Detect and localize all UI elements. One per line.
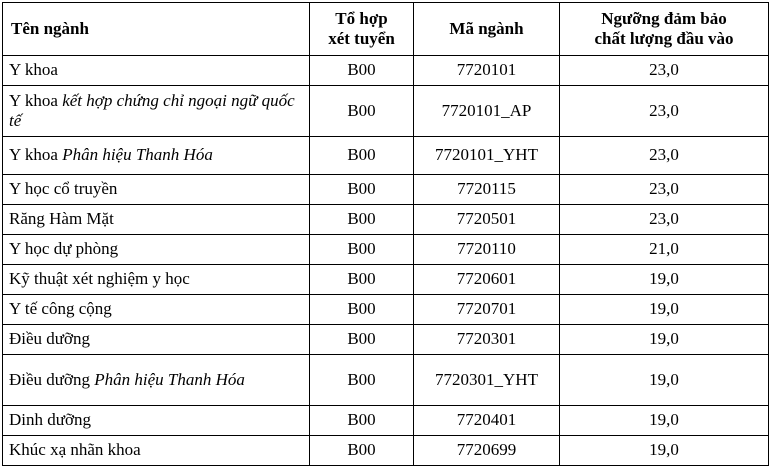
major-name-text: Kỹ thuật xét nghiệm y học	[9, 269, 190, 289]
cell-major-name	[3, 56, 310, 86]
cell-major-code: 7720301	[414, 325, 560, 355]
major-name-note: Phân hiệu Thanh Hóa	[62, 145, 213, 165]
cell-subject-group: B00	[310, 325, 414, 355]
cell-subject-group: B00	[310, 295, 414, 325]
table-row	[3, 295, 769, 325]
column-header-threshold-line1: Ngưỡng đảm bảo	[601, 8, 727, 28]
cell-major-code: 7720301_YHT	[414, 355, 560, 406]
cell-subject-group: B00	[310, 436, 414, 466]
cell-threshold-score: 19,0	[560, 406, 769, 436]
major-name-text: Răng Hàm Mặt	[9, 209, 114, 229]
cell-major-code: 7720101	[414, 56, 560, 86]
major-name-text: Y học dự phòng	[9, 239, 119, 259]
major-name-text: Khúc xạ nhãn khoa	[9, 440, 141, 460]
cell-threshold-score: 19,0	[560, 436, 769, 466]
major-name-text: Y khoa	[9, 60, 58, 80]
table-row	[3, 265, 769, 295]
cell-threshold-score: 23,0	[560, 56, 769, 86]
cell-major-name	[3, 436, 310, 466]
major-name-note: Phân hiệu Thanh Hóa	[94, 369, 245, 389]
major-name-text: Dinh dưỡng	[9, 410, 91, 430]
cell-threshold-score: 19,0	[560, 265, 769, 295]
cell-subject-group: B00	[310, 406, 414, 436]
cell-major-name	[3, 86, 310, 137]
cell-threshold-score: 21,0	[560, 235, 769, 265]
table-row	[3, 235, 769, 265]
cell-major-code: 7720699	[414, 436, 560, 466]
column-header-subject-group-line2: xét tuyển	[328, 29, 395, 48]
major-name-text: Y khoa	[9, 145, 63, 165]
table-body	[3, 56, 769, 466]
column-header-major-name: Tên ngành	[3, 3, 310, 56]
table-row	[3, 325, 769, 355]
cell-major-name	[3, 295, 310, 325]
cell-major-name	[3, 355, 310, 406]
cell-subject-group: B00	[310, 205, 414, 235]
major-name-text: Y học cổ truyền	[9, 179, 118, 199]
major-name-note: kết hợp chứng chỉ ngoại ngữ quốc tế	[9, 90, 295, 130]
column-header-subject-group	[310, 3, 414, 56]
cell-threshold-score: 23,0	[560, 137, 769, 175]
column-header-threshold	[560, 3, 769, 56]
cell-major-name	[3, 205, 310, 235]
table-row	[3, 137, 769, 175]
admission-threshold-table	[2, 2, 769, 466]
major-name-text: Y khoa	[9, 90, 63, 110]
table-row	[3, 56, 769, 86]
major-name-text: Y tế công cộng	[9, 299, 112, 319]
cell-major-name	[3, 325, 310, 355]
cell-subject-group: B00	[310, 235, 414, 265]
table-row	[3, 175, 769, 205]
cell-major-name	[3, 235, 310, 265]
cell-major-name	[3, 406, 310, 436]
cell-major-code: 7720701	[414, 295, 560, 325]
column-header-threshold-line2: chất lượng đầu vào	[594, 29, 734, 48]
document-page	[0, 2, 769, 460]
cell-threshold-score: 19,0	[560, 355, 769, 406]
cell-threshold-score: 23,0	[560, 86, 769, 137]
cell-subject-group: B00	[310, 175, 414, 205]
major-name-text: Điều dưỡng	[9, 369, 95, 389]
cell-major-code: 7720601	[414, 265, 560, 295]
table-row	[3, 355, 769, 406]
column-header-major-code: Mã ngành	[414, 3, 560, 56]
cell-threshold-score: 19,0	[560, 325, 769, 355]
cell-threshold-score: 23,0	[560, 175, 769, 205]
table-row	[3, 406, 769, 436]
cell-threshold-score: 23,0	[560, 205, 769, 235]
cell-subject-group: B00	[310, 137, 414, 175]
table-header-row	[3, 3, 769, 56]
cell-major-code: 7720101_AP	[414, 86, 560, 137]
cell-threshold-score: 19,0	[560, 295, 769, 325]
table-row	[3, 86, 769, 137]
major-name-text: Điều dưỡng	[9, 329, 90, 349]
table-row	[3, 436, 769, 466]
cell-major-code: 7720401	[414, 406, 560, 436]
cell-major-name	[3, 137, 310, 175]
cell-major-code: 7720101_YHT	[414, 137, 560, 175]
cell-subject-group: B00	[310, 355, 414, 406]
cell-subject-group: B00	[310, 56, 414, 86]
cell-subject-group: B00	[310, 265, 414, 295]
table-row	[3, 205, 769, 235]
cell-major-name	[3, 175, 310, 205]
cell-major-name	[3, 265, 310, 295]
column-header-subject-group-line1: Tổ hợp	[335, 8, 388, 28]
cell-subject-group: B00	[310, 86, 414, 137]
cell-major-code: 7720110	[414, 235, 560, 265]
cell-major-code: 7720501	[414, 205, 560, 235]
table-header	[3, 3, 769, 56]
cell-major-code: 7720115	[414, 175, 560, 205]
